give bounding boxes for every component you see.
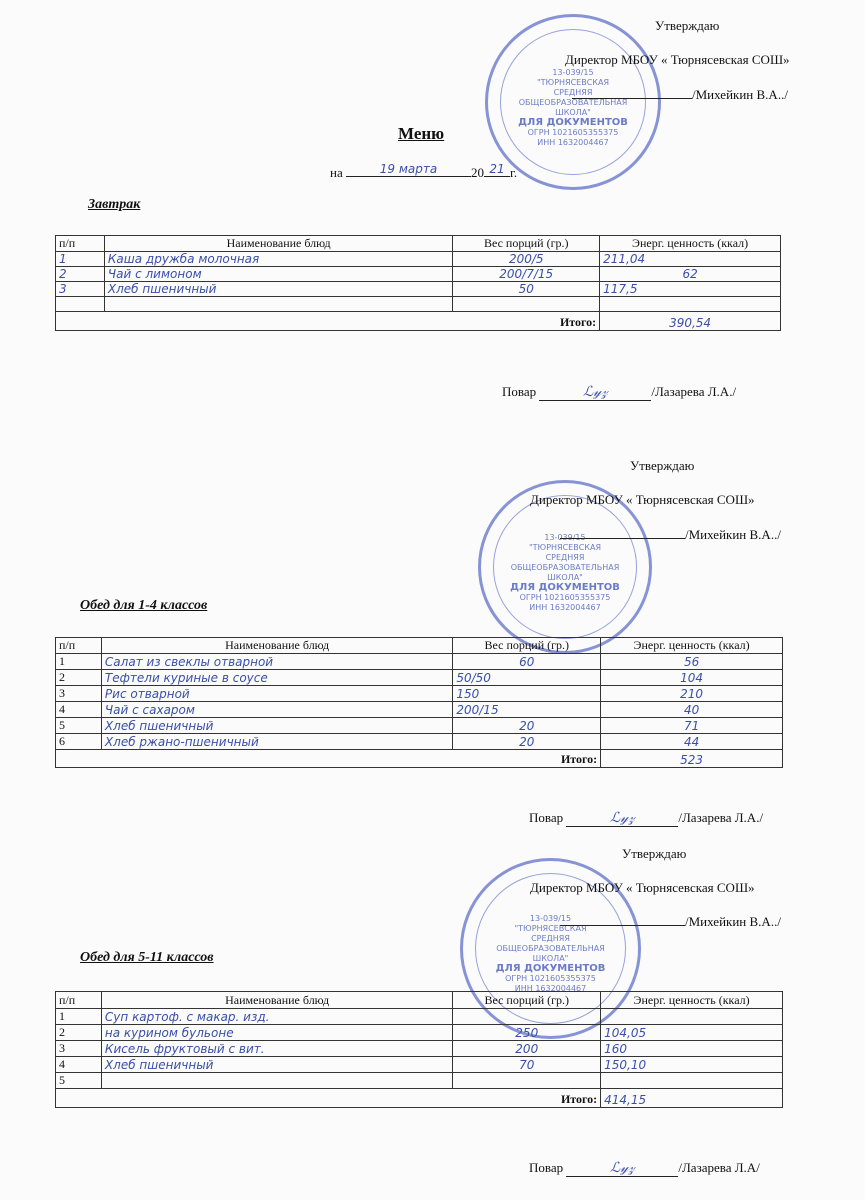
signature-blank — [560, 925, 685, 926]
header-energy: Энерг. ценность (ккал) — [600, 236, 781, 252]
dish-energy — [600, 297, 781, 312]
dish-weight: 50 — [453, 282, 600, 297]
table-row — [56, 1025, 783, 1041]
table-header-row — [56, 236, 781, 252]
header-weight: Вес порций (гр.) — [453, 638, 601, 654]
lunch-1-4-table — [55, 637, 783, 768]
header-energy: Энерг. ценность (ккал) — [601, 638, 783, 654]
row-num: 1 — [56, 654, 102, 670]
total-label: Итого: — [56, 750, 601, 768]
stamp-line: ОБЩЕОБРАЗОВАТЕЛЬНАЯ — [510, 563, 620, 573]
total-row — [56, 750, 783, 768]
signature-blank — [572, 98, 692, 99]
table-row — [56, 654, 783, 670]
table-header-row — [56, 638, 783, 654]
stamp-code: 13-039/15 — [529, 913, 572, 923]
date-suffix: г. — [509, 165, 518, 180]
table-row — [56, 702, 783, 718]
lunch-1-4-title: Обед для 1-4 классов — [80, 598, 208, 613]
total-energy: 523 — [601, 750, 783, 768]
table-row — [56, 1073, 783, 1089]
row-num: 2 — [56, 1025, 102, 1041]
total-row — [56, 312, 781, 331]
table-row — [56, 718, 783, 734]
cook-signature-mark: ℒ𝓎𝓏 — [539, 384, 651, 401]
header-weight: Вес порций (гр.) — [453, 992, 601, 1009]
dish-name: Хлеб ржано-пшеничный — [101, 734, 452, 750]
menu-date — [330, 162, 517, 181]
header-energy: Энерг. ценность (ккал) — [601, 992, 783, 1009]
lunch-5-11-table — [55, 991, 783, 1108]
dish-name: Салат из свеклы отварной — [101, 654, 452, 670]
dish-energy: 210 — [601, 686, 783, 702]
stamp-ogrn: ОГРН 1021605355375 — [519, 593, 611, 603]
dish-weight — [453, 1073, 601, 1089]
cook-signature-mark: ℒ𝓎𝓏 — [566, 1160, 678, 1177]
stamp-code: 13-039/15 — [544, 533, 586, 543]
dish-weight: 50/50 — [453, 670, 601, 686]
row-num: 6 — [56, 734, 102, 750]
stamp-docs: ДЛЯ ДОКУМЕНТОВ — [518, 117, 628, 128]
director-title: Директор МБОУ « Тюрнясевская СОШ» — [565, 52, 790, 67]
stamp-line: ШКОЛА" — [547, 573, 583, 583]
row-num: 2 — [56, 267, 105, 282]
header-name: Наименование блюд — [101, 992, 452, 1009]
cook-signature-1 — [502, 384, 736, 401]
row-num: 3 — [56, 282, 105, 297]
director-signature-line — [572, 87, 788, 103]
dish-weight: 20 — [453, 734, 601, 750]
dish-energy — [601, 1073, 783, 1089]
stamp-line: ШКОЛА" — [555, 108, 591, 117]
total-row — [56, 1089, 783, 1108]
stamp-line: СРЕДНЯЯ — [531, 933, 570, 943]
dish-name: Рис отварной — [101, 686, 452, 702]
dish-name: Чай с сахаром — [101, 702, 452, 718]
stamp-ogrn: ОГРН 1021605355375 — [505, 973, 596, 983]
dish-energy: 150,10 — [601, 1057, 783, 1073]
dish-energy: 104,05 — [601, 1025, 783, 1041]
stamp-docs: ДЛЯ ДОКУМЕНТОВ — [510, 582, 620, 594]
dish-weight: 150 — [453, 686, 601, 702]
dish-weight — [453, 1009, 601, 1025]
dish-name — [104, 297, 452, 312]
breakfast-table — [55, 235, 781, 331]
dish-energy: 71 — [601, 718, 783, 734]
row-num: 4 — [56, 702, 102, 718]
dish-name: Хлеб пшеничный — [101, 1057, 452, 1073]
row-num: 5 — [56, 718, 102, 734]
cook-name: /Лазарева Л.А./ — [678, 810, 764, 825]
approve-label: Утверждаю — [655, 18, 720, 33]
director-title: Директор МБОУ « Тюрнясевская СОШ» — [530, 880, 755, 895]
stamp-line: СРЕДНЯЯ — [545, 553, 585, 563]
dish-energy: 44 — [601, 734, 783, 750]
table-row — [56, 670, 783, 686]
cook-signature-mark: ℒ𝓎𝓏 — [566, 810, 678, 827]
table-row — [56, 686, 783, 702]
total-label: Итого: — [56, 312, 600, 331]
dish-energy: 211,04 — [600, 252, 781, 267]
table-row — [56, 1057, 783, 1073]
table-row — [56, 282, 781, 297]
table-row — [56, 1009, 783, 1025]
cook-signature-3 — [529, 1160, 760, 1177]
total-label: Итого: — [56, 1089, 601, 1108]
stamp-line: "ТЮРНЯСЕВСКАЯ — [536, 78, 610, 87]
breakfast-title: Завтрак — [88, 197, 141, 212]
dish-name: Чай с лимоном — [104, 267, 452, 282]
header-num: п/п — [56, 638, 102, 654]
row-num: 1 — [56, 252, 105, 267]
stamp-line: СРЕДНЯЯ — [553, 88, 593, 97]
date-year: 21 — [484, 162, 510, 177]
stamp-code: 13-039/15 — [552, 68, 594, 77]
stamp-inn: ИНН 1632004467 — [529, 603, 601, 613]
dish-energy: 117,5 — [600, 282, 781, 297]
dish-weight: 20 — [453, 718, 601, 734]
table-row — [56, 734, 783, 750]
table-row — [56, 267, 781, 282]
dish-weight: 70 — [453, 1057, 601, 1073]
approve-label: Утверждаю — [622, 846, 687, 861]
director-signature-line — [560, 914, 781, 930]
header-weight: Вес порций (гр.) — [453, 236, 600, 252]
stamp-line: "ТЮРНЯСЕВСКАЯ — [528, 543, 602, 553]
stamp-line: "ТЮРНЯСЕВСКАЯ — [514, 923, 587, 933]
date-prefix: на — [330, 165, 343, 180]
stamp-inn: ИНН 1632004467 — [537, 138, 609, 147]
director-signature-line — [560, 527, 781, 543]
header-num: п/п — [56, 992, 102, 1009]
row-num: 4 — [56, 1057, 102, 1073]
stamp-line: ОБЩЕОБРАЗОВАТЕЛЬНАЯ — [496, 943, 605, 953]
dish-name: Суп картоф. с макар. изд. — [101, 1009, 452, 1025]
row-num: 1 — [56, 1009, 102, 1025]
dish-weight: 200/15 — [453, 702, 601, 718]
dish-energy: 160 — [601, 1041, 783, 1057]
dish-energy: 56 — [601, 654, 783, 670]
row-num: 3 — [56, 686, 102, 702]
dish-weight: 200/5 — [453, 252, 600, 267]
row-num: 5 — [56, 1073, 102, 1089]
approve-label: Утверждаю — [630, 458, 695, 473]
row-num: 3 — [56, 1041, 102, 1057]
dish-energy: 40 — [601, 702, 783, 718]
lunch-5-11-title: Обед для 5-11 классов — [80, 950, 214, 965]
header-name: Наименование блюд — [101, 638, 452, 654]
dish-name — [101, 1073, 452, 1089]
header-num: п/п — [56, 236, 105, 252]
cook-label: Повар — [529, 810, 564, 825]
dish-weight — [453, 297, 600, 312]
dish-weight: 200/7/15 — [453, 267, 600, 282]
table-row — [56, 1041, 783, 1057]
dish-name: Каша дружба молочная — [104, 252, 452, 267]
dish-name: Тефтели куриные в соусе — [101, 670, 452, 686]
cook-label: Повар — [529, 1160, 564, 1175]
row-num: 2 — [56, 670, 102, 686]
dish-name: Хлеб пшеничный — [101, 718, 452, 734]
table-row — [56, 297, 781, 312]
dish-energy: 104 — [601, 670, 783, 686]
table-header-row — [56, 992, 783, 1009]
cook-signature-2 — [529, 810, 763, 827]
dish-weight: 200 — [453, 1041, 601, 1057]
date-century: 20 — [470, 165, 484, 180]
dish-energy — [601, 1009, 783, 1025]
cook-name: /Лазарева Л.А./ — [651, 384, 737, 399]
director-name: /Михейкин В.А../ — [685, 914, 781, 929]
stamp-docs: ДЛЯ ДОКУМЕНТОВ — [495, 962, 606, 974]
dish-weight: 250 — [453, 1025, 601, 1041]
date-day-month: 19 марта — [346, 162, 471, 177]
table-row — [56, 252, 781, 267]
total-energy: 414,15 — [601, 1089, 783, 1108]
dish-weight: 60 — [453, 654, 601, 670]
stamp-ogrn: ОГРН 1021605355375 — [527, 128, 619, 137]
director-title: Директор МБОУ « Тюрнясевская СОШ» — [530, 492, 755, 507]
dish-energy: 62 — [600, 267, 781, 282]
dish-name: Кисель фруктовый с вит. — [101, 1041, 452, 1057]
cook-name: /Лазарева Л.А/ — [678, 1160, 760, 1175]
total-energy: 390,54 — [600, 312, 781, 331]
page-title: Меню — [398, 124, 445, 143]
stamp-line: ШКОЛА" — [532, 953, 569, 963]
row-num — [56, 297, 105, 312]
cook-label: Повар — [502, 384, 537, 399]
dish-name: Хлеб пшеничный — [104, 282, 452, 297]
header-name: Наименование блюд — [104, 236, 452, 252]
signature-blank — [560, 538, 685, 539]
stamp-line: ОБЩЕОБРАЗОВАТЕЛЬНАЯ — [518, 98, 628, 107]
director-name: /Михейкин В.А../ — [692, 87, 788, 102]
dish-name: на курином бульоне — [101, 1025, 452, 1041]
stamp-inn: ИНН 1632004467 — [514, 983, 587, 993]
director-name: /Михейкин В.А../ — [685, 527, 781, 542]
